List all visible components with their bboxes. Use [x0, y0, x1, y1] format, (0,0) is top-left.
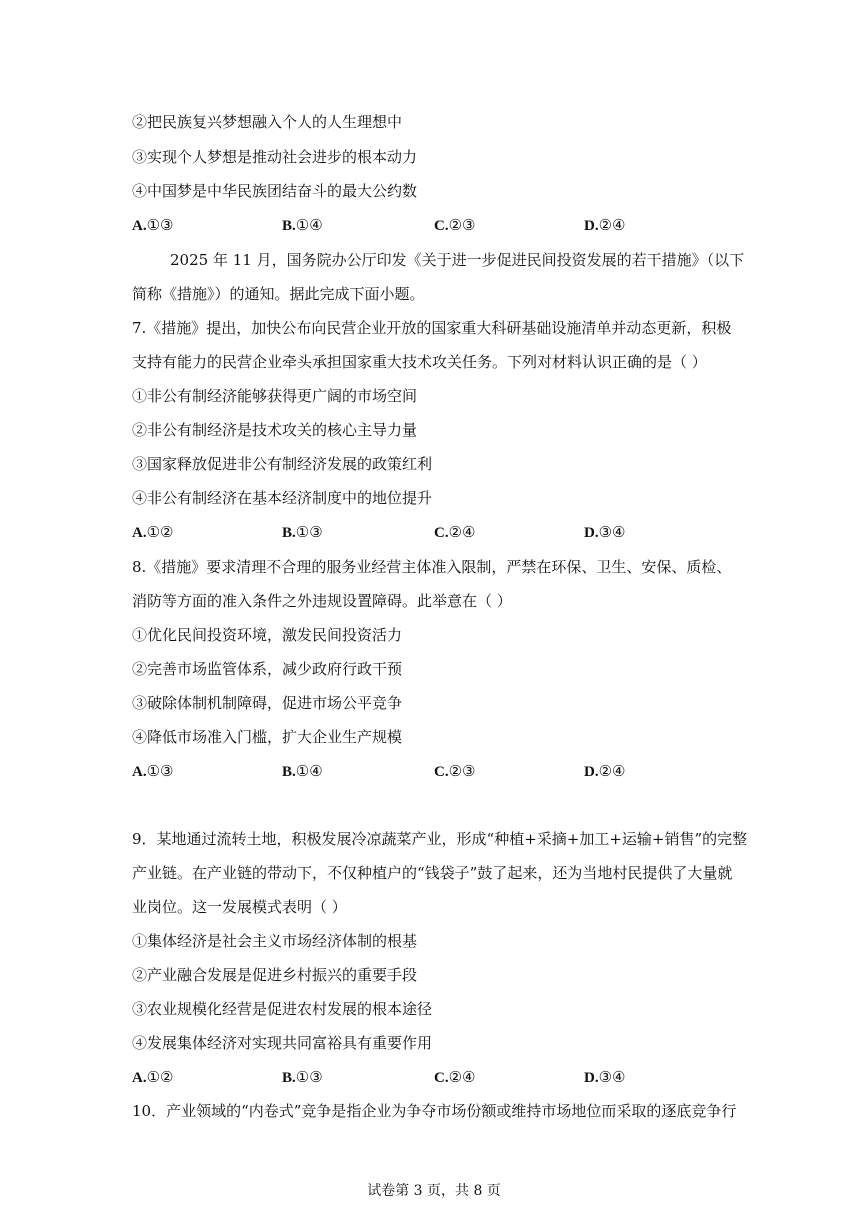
- q7-stem-line-2: 支持有能力的民营企业牵头承担国家重大技术攻关任务。下列对材料认识正确的是（ ）: [132, 353, 707, 371]
- q9-choice-a[interactable]: A.①②: [132, 1068, 174, 1086]
- material-intro-line-1: 2025 年 11 月，国务院办公厅印发《关于进一步促进民间投资发展的若干措施》（以下: [170, 251, 745, 269]
- q6-choice-a[interactable]: A.①③: [132, 216, 174, 234]
- q6-answer-choices: [132, 215, 752, 235]
- q9-stem-line-3: 业岗位。这一发展模式表明（ ）: [132, 898, 347, 916]
- q10-stem-line-1: 10．产业领域的“内卷式”竞争是指企业为争夺市场份额或维持市场地位而采取的逐底竞争行: [132, 1102, 737, 1120]
- q9-answer-choices: [132, 1067, 752, 1087]
- q7-option-3: ③国家释放促进非公有制经济发展的政策红利: [132, 455, 433, 473]
- q9-choice-d[interactable]: D.③④: [584, 1068, 626, 1086]
- q8-answer-choices: [132, 761, 752, 781]
- q7-answer-choices: [132, 522, 752, 542]
- q8-stem-line-1: 8.《措施》要求清理不合理的服务业经营主体准入限制，严禁在环保、卫生、安保、质检、: [132, 558, 732, 576]
- q8-choice-d[interactable]: D.②④: [584, 762, 626, 780]
- q8-option-3: ③破除体制机制障碍，促进市场公平竞争: [132, 694, 403, 712]
- q8-option-2: ②完善市场监管体系，减少政府行政干预: [132, 660, 403, 678]
- q8-choice-a[interactable]: A.①③: [132, 762, 174, 780]
- q9-option-4: ④发展集体经济对实现共同富裕具有重要作用: [132, 1034, 433, 1052]
- q8-choice-c[interactable]: C.②③: [434, 762, 476, 780]
- page-footer: 试卷第 3 页，共 8 页: [367, 1183, 501, 1199]
- q7-option-2: ②非公有制经济是技术攻关的核心主导力量: [132, 421, 418, 439]
- q7-choice-c[interactable]: C.②④: [434, 523, 476, 541]
- q9-stem-line-1: 9．某地通过流转土地，积极发展冷凉蔬菜产业，形成“种植+采摘+加工+运输+销售”的完整: [132, 830, 748, 848]
- q6-option-3: ③实现个人梦想是推动社会进步的根本动力: [132, 148, 418, 166]
- q7-option-1: ①非公有制经济能够获得更广阔的市场空间: [132, 387, 418, 405]
- material-intro-line-2: 简称《措施》）的通知。据此完成下面小题。: [132, 285, 425, 303]
- q8-option-1: ①优化民间投资环境，激发民间投资活力: [132, 626, 403, 644]
- q8-option-4: ④降低市场准入门槛，扩大企业生产规模: [132, 728, 403, 746]
- q9-option-2: ②产业融合发展是促进乡村振兴的重要手段: [132, 966, 418, 984]
- q7-choice-d[interactable]: D.③④: [584, 523, 626, 541]
- q9-option-3: ③农业规模化经营是促进农村发展的根本途径: [132, 1000, 433, 1018]
- q6-option-4: ④中国梦是中华民族团结奋斗的最大公约数: [132, 182, 418, 200]
- q9-stem-line-2: 产业链。在产业链的带动下，不仅种植户的“钱袋子”鼓了起来，还为当地村民提供了大量就: [132, 864, 733, 882]
- q8-choice-b[interactable]: B.①④: [282, 762, 323, 780]
- q6-choice-b[interactable]: B.①④: [282, 216, 323, 234]
- q7-option-4: ④非公有制经济在基本经济制度中的地位提升: [132, 489, 433, 507]
- q9-choice-b[interactable]: B.①③: [282, 1068, 323, 1086]
- q7-stem-line-1: 7.《措施》提出，加快公布向民营企业开放的国家重大科研基础设施清单并动态更新，积极: [132, 319, 732, 337]
- q6-choice-c[interactable]: C.②③: [434, 216, 476, 234]
- q8-stem-line-2: 消防等方面的准入条件之外违规设置障碍。此举意在（ ）: [132, 592, 512, 610]
- q6-choice-d[interactable]: D.②④: [584, 216, 626, 234]
- q7-choice-b[interactable]: B.①③: [282, 523, 323, 541]
- q7-choice-a[interactable]: A.①②: [132, 523, 174, 541]
- q9-option-1: ①集体经济是社会主义市场经济体制的根基: [132, 932, 418, 950]
- q9-choice-c[interactable]: C.②④: [434, 1068, 476, 1086]
- q6-option-2: ②把民族复兴梦想融入个人的人生理想中: [132, 113, 403, 131]
